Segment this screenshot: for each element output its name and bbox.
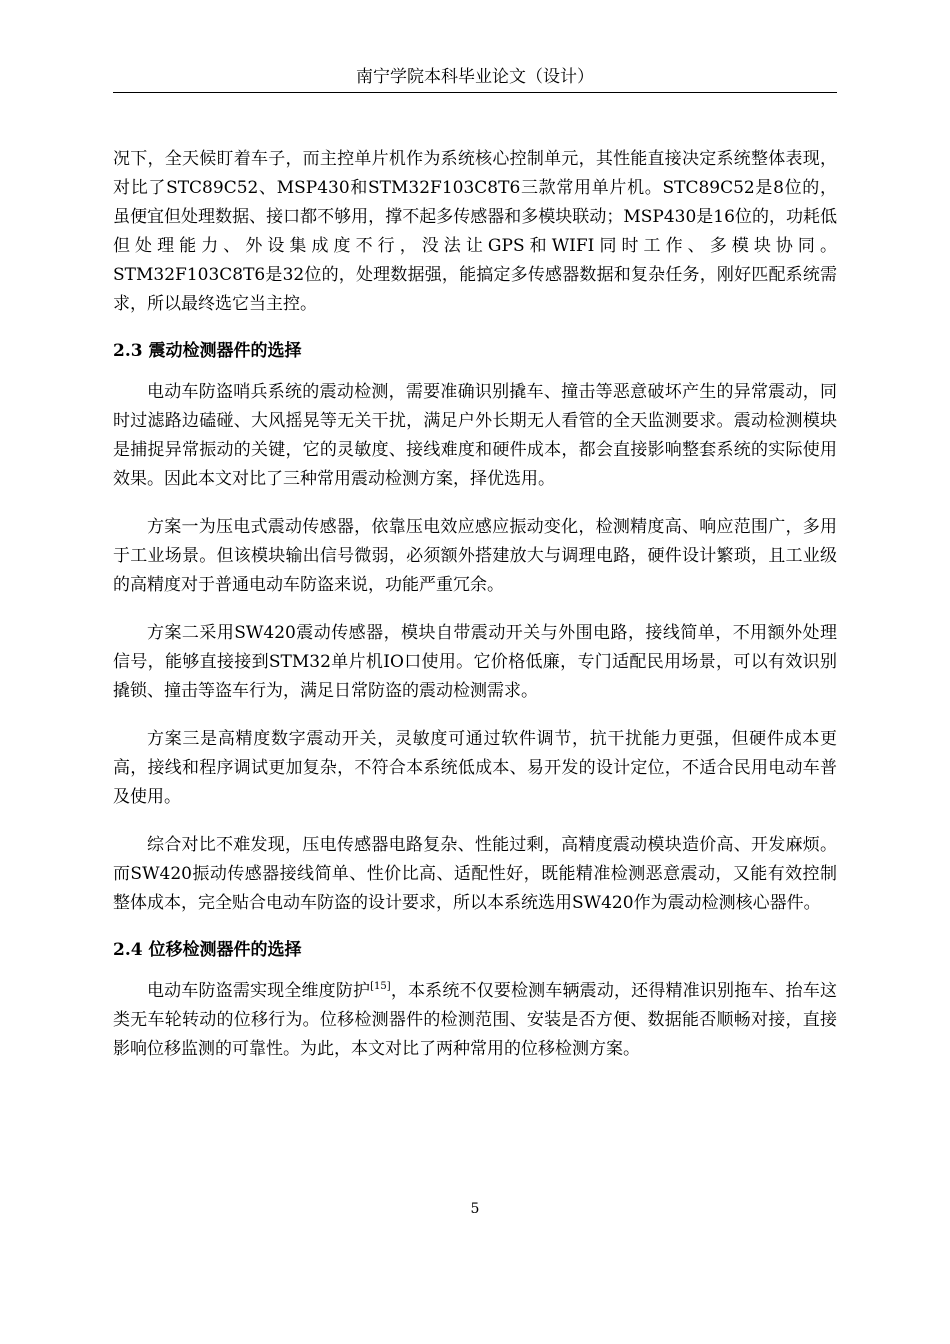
paragraph-2-4-text-end: ，本系统不仅要检测车辆震动，还得精准识别拖车、抬车这类无车轮转动的位移行为。位移检测器件的检测范围、安装是否方便、数据能否顺畅对接，直接影响位移监测的可靠性。为此，本文对比了两种常用的位移检测方案。 — [113, 981, 837, 1059]
paragraph-2-3-intro: 电动车防盗哨兵系统的震动检测，需要准确识别撬车、撞击等恶意破坏产生的异常震动，同时过滤路边磕碰、大风摇晃等无关干扰，满足户外长期无人看管的全天监测要求。震动检测模块是捕捉异常振动的关键，它的灵敏度、接线难度和硬件成本，都会直接影响整套系统的实际使用效果。因此本文对比了三种常用震动检测方案，择优选用。 — [113, 382, 837, 489]
paragraph-intro: 况下，全天候盯着车子，而主控单片机作为系统核心控制单元，其性能直接决定系统整体表现，对比了STC89C52、MSP430和STM32F103C8T6三款常用单片机。STC89C52是8位的，虽便宜但处理数据、接口都不够用，撑不起多传感器和多模块联动；MSP430是16位的，功耗低但处理能力、外设集成度不行，没法让GPS和WIFI同时工作、多模块协同。STM32F103C8T6是32位的，处理数据强，能搞定多传感器数据和复杂任务，刚好匹配系统需求，所以最终选它当主控。 — [113, 149, 837, 314]
page-number: 5 — [470, 1201, 480, 1217]
paragraph-2-4-text-start: 电动车防盗需实现全维度防护 — [147, 981, 371, 1001]
paragraph-scheme-2: 方案二采用SW420震动传感器，模块自带震动开关与外围电路，接线简单，不用额外处理信号，能够直接接到STM32单片机IO口使用。它价格低廉，专门适配民用场景，可以有效识别撬锁、撞击等盗车行为，满足日常防盗的震动检测需求。 — [113, 623, 837, 701]
paragraph-summary: 综合对比不难发现，压电传感器电路复杂、性能过剩，高精度震动模块造价高、开发麻烦。而SW420振动传感器接线简单、性价比高、适配性好，既能精准检测恶意震动，又能有效控制整体成本，完全贴合电动车防盗的设计要求，所以本系统选用SW420作为震动检测核心器件。 — [113, 835, 837, 913]
citation-15: [15] — [370, 981, 391, 992]
paper-body — [113, 145, 837, 1064]
paragraph-2-4-intro — [113, 977, 837, 1064]
paragraph-scheme-1: 方案一为压电式震动传感器，依靠压电效应感应振动变化，检测精度高、响应范围广，多用于工业场景。但该模块输出信号微弱，必须额外搭建放大与调理电路，硬件设计繁琐，且工业级的高精度对于普通电动车防盗来说，功能严重冗余。 — [113, 517, 837, 595]
section-heading-2-4: 2.4 位移检测器件的选择 — [113, 940, 302, 960]
page-header — [113, 62, 837, 93]
section-heading-2-3: 2.3 震动检测器件的选择 — [113, 341, 302, 361]
paragraph-scheme-3: 方案三是高精度数字震动开关，灵敏度可通过软件调节，抗干扰能力更强，但硬件成本更高，接线和程序调试更加复杂，不符合本系统低成本、易开发的设计定位，不适合民用电动车普及使用。 — [113, 729, 837, 807]
header-title: 南宁学院本科毕业论文（设计） — [356, 67, 594, 87]
